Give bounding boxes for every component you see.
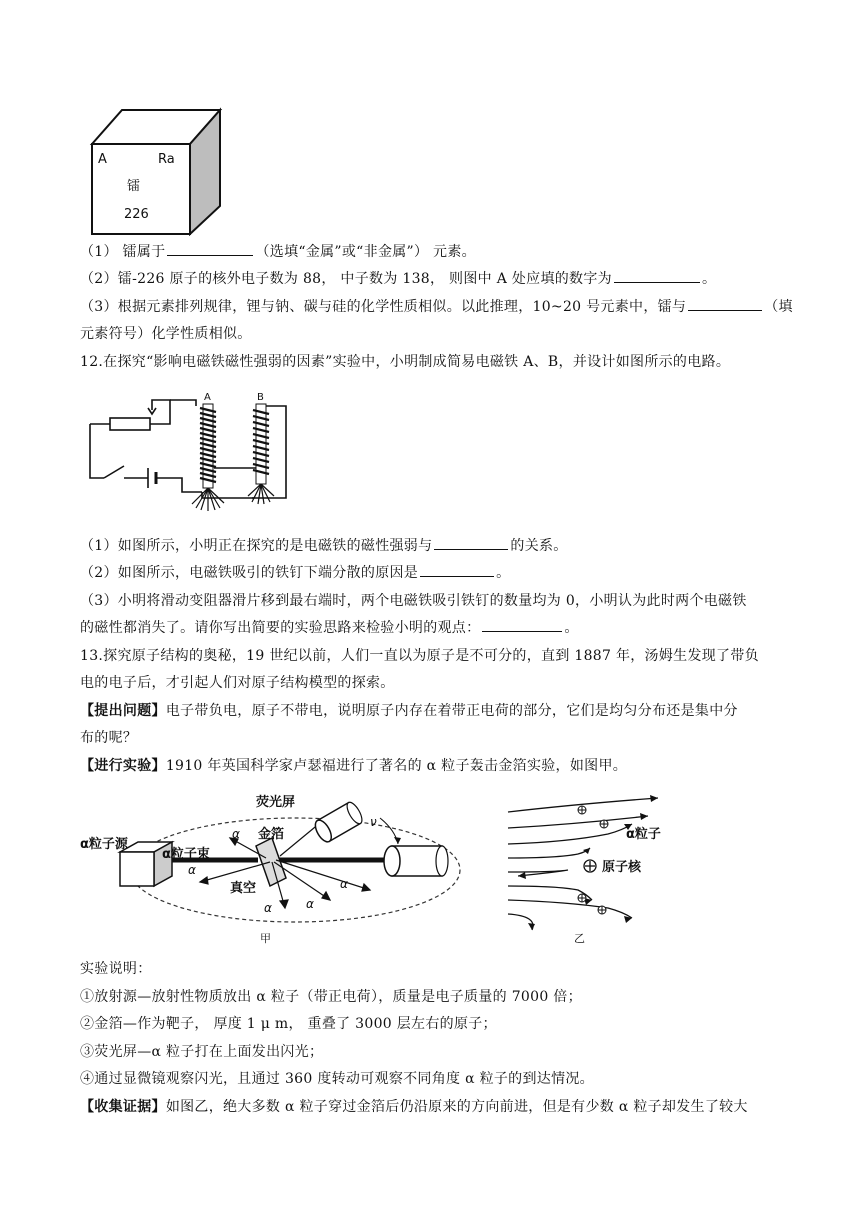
- note-2: ②金箔—作为靶子， 厚度 1 μ m， 重叠了 3000 层左右的原子；: [80, 1016, 497, 1032]
- q13-experiment: 【进行实验】1910 年英国科学家卢瑟福进行了著名的 α 粒子轰击金箔实验，如图甲。: [80, 758, 628, 774]
- electromagnet-b-label: B: [257, 392, 264, 403]
- answer-blank: [420, 562, 494, 577]
- q11-part3-cont: 元素符号）化学性质相似。: [80, 326, 252, 342]
- alpha-label: α: [188, 863, 196, 877]
- q12-part1: （1）如图所示，小明正在探究的是电磁铁的磁性强弱与 的关系。: [80, 535, 790, 557]
- alpha-label: α: [264, 901, 272, 915]
- alpha-label: α: [340, 877, 348, 891]
- element-mass: 226: [124, 207, 149, 222]
- element-name: 镭: [127, 179, 141, 194]
- q12-part3-cont: 的磁性都消失了。请你写出简要的实验思路来检验小明的观点： 。: [80, 617, 790, 639]
- note-1: ①放射源—放射性物质放出 α 粒子（带正电荷），质量是电子质量的 7000 倍；: [80, 989, 582, 1005]
- answer-blank: [688, 296, 762, 311]
- beam-label: α粒子束: [162, 847, 210, 862]
- answer-blank: [434, 535, 508, 550]
- element-symbol: Ra: [158, 152, 175, 167]
- figure-caption-yi: 乙: [574, 932, 585, 945]
- alpha-scattering-figure: [498, 790, 698, 950]
- nucleus-symbol: [584, 860, 596, 872]
- note-4: ④通过显微镜观察闪光，且通过 360 度转动可观察不同角度 α 粒子的到达情况。: [80, 1071, 594, 1087]
- circuit-figure: [82, 386, 292, 520]
- nu-label: ν: [370, 815, 377, 829]
- q13-ask-cont: 布的呢？: [80, 730, 138, 746]
- q11-part1: （1） 镭属于 （选填“金属”或“非金属”） 元素。: [80, 241, 790, 263]
- element-card-figure: [84, 106, 224, 236]
- answer-blank: [482, 617, 562, 632]
- source-label: α粒子源: [80, 837, 128, 852]
- answer-blank: [167, 241, 253, 256]
- q13-collect: 【收集证据】如图乙，绝大多数 α 粒子穿过金箔后仍沿原来的方向前进，但是有少数 α 粒子却发生了较大: [80, 1099, 748, 1115]
- electromagnet-b: [248, 392, 274, 504]
- q12-part2: （2）如图所示，电磁铁吸引的铁钉下端分散的原因是 。: [80, 562, 790, 584]
- gold-foil-label: 金箔: [258, 827, 285, 842]
- q13-stem-cont: 电的电子后，才引起人们对原子结构模型的探索。: [80, 675, 395, 691]
- nucleus-label: 原子核: [602, 860, 642, 875]
- alpha-particle-label: α粒子: [626, 827, 661, 842]
- element-label-a: A: [98, 152, 107, 167]
- screen-label: 荧光屏: [256, 795, 296, 810]
- q13-ask: 【提出问题】电子带负电，原子不带电，说明原子内存在着带正电荷的部分，它们是均匀分布还是集中分: [80, 703, 738, 719]
- q12-stem: 12.在探究“影响电磁铁磁性强弱的因素”实验中，小明制成简易电磁铁 A、B，并设计如图所示的电路。: [80, 354, 731, 370]
- figure-caption-jia: 甲: [260, 932, 271, 945]
- vacuum-label: 真空: [230, 881, 257, 896]
- q11-part3: （3）根据元素排列规律，锂与钠、碳与硅的化学性质相似。以此推理，10~20 号元素中，镭与 （填: [80, 296, 790, 318]
- electromagnet-a: [192, 392, 224, 511]
- alpha-label: α: [306, 897, 314, 911]
- rutherford-apparatus-figure: [80, 790, 480, 950]
- alpha-label: α: [232, 827, 240, 841]
- q11-part2: （2）镭-226 原子的核外电子数为 88， 中子数为 138， 则图中 A 处应填的数字为 。: [80, 268, 790, 290]
- answer-blank: [614, 268, 700, 283]
- q13-stem: 13.探究原子结构的奥秘，19 世纪以前，人们一直以为原子是不可分的，直到 1887 年，汤姆生发现了带负: [80, 648, 759, 664]
- notes-title: 实验说明：: [80, 961, 152, 977]
- note-3: ③荧光屏—α 粒子打在上面发出闪光；: [80, 1044, 324, 1060]
- electromagnet-a-label: A: [204, 392, 211, 403]
- q12-part3: （3）小明将滑动变阻器滑片移到最右端时，两个电磁铁吸引铁钉的数量均为 0，小明认为此时两个电磁铁: [80, 593, 747, 609]
